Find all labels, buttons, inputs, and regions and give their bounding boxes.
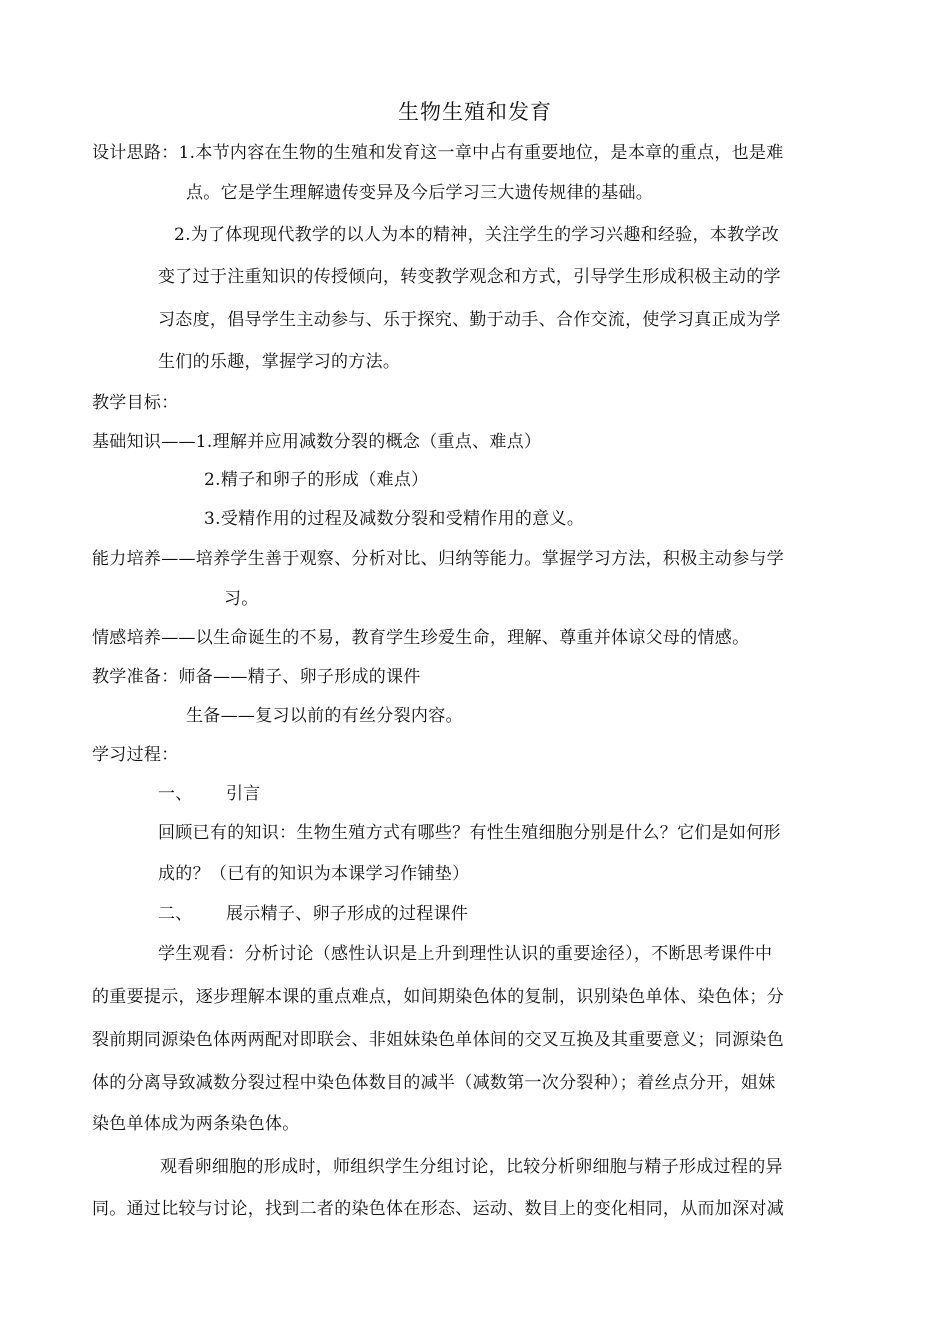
section-1-number: 一、 — [158, 784, 193, 804]
section-2-number: 二、 — [158, 904, 193, 924]
prep-teacher: 教学准备：师备——精子、卵子形成的课件 — [92, 667, 421, 687]
section-1-line-1: 回顾已有的知识：生物生殖方式有哪些？有性生殖细胞分别是什么？它们是如何形 — [158, 823, 781, 843]
paragraph-1-line-4: 体的分离导致减数分裂过程中染色体数目的减半（减数第一次分裂种）；着丝点分开，姐妹 — [92, 1073, 776, 1093]
section-2-title: 展示精子、卵子形成的过程课件 — [226, 904, 469, 924]
goal-emotion: 情感培养——以生命诞生的不易，教育学生珍爱生命，理解、尊重并体谅父母的情感。 — [92, 628, 750, 648]
paragraph-1-line-1: 学生观看：分析讨论（感性认识是上升到理性认识的重要途径），不断思考课件中 — [158, 944, 773, 964]
paragraph-1-line-5: 染色单体成为两条染色体。 — [92, 1114, 300, 1134]
paragraph-2-line-2: 同。通过比较与讨论，找到二者的染色体在形态、运动、数目上的变化相同，从而加深对减 — [92, 1199, 784, 1219]
goal-basic-2: 2.精子和卵子的形成（难点） — [204, 470, 429, 490]
page-title: 生物生殖和发育 — [398, 100, 552, 124]
design-line-2: 点。它是学生理解遗传变异及今后学习三大遗传规律的基础。 — [186, 183, 654, 203]
design-line-6: 生们的乐趣，掌握学习的方法。 — [158, 352, 401, 372]
design-line-5: 习态度，倡导学生主动参与、乐于探究、勤于动手、合作交流，使学习真正成为学 — [158, 310, 781, 330]
section-1-title: 引言 — [226, 784, 261, 804]
goal-ability-2: 习。 — [224, 589, 259, 609]
paragraph-2-line-1: 观看卵细胞的形成时，师组织学生分组讨论，比较分析卵细胞与精子形成过程的异 — [160, 1157, 783, 1177]
goal-basic-3: 3.受精作用的过程及减数分裂和受精作用的意义。 — [204, 509, 585, 529]
section-1-line-2: 成的？（已有的知识为本课学习作铺垫） — [158, 864, 470, 884]
goals-heading: 教学目标： — [92, 393, 179, 413]
design-line-3: 2.为了体现现代教学的以人为本的精神，关注学生的学习兴趣和经验，本教学改 — [174, 225, 780, 245]
goal-basic-1: 基础知识——1.理解并应用减数分裂的概念（重点、难点） — [92, 432, 542, 452]
paragraph-1-line-2: 的重要提示，逐步理解本课的重点难点，如间期染色体的复制，识别染色单体、染色体；分 — [92, 987, 784, 1007]
process-heading: 学习过程： — [92, 745, 179, 765]
prep-student: 生备——复习以前的有丝分裂内容。 — [186, 706, 463, 726]
design-line-4: 变了过于注重知识的传授倾向，转变教学观念和方式，引导学生形成积极主动的学 — [158, 267, 781, 287]
paragraph-1-line-3: 裂前期同源染色体两两配对即联会、非姐妹染色单体间的交叉互换及其重要意义；同源染色 — [92, 1030, 784, 1050]
goal-ability-1: 能力培养——培养学生善于观察、分析对比、归纳等能力。掌握学习方法，积极主动参与学 — [92, 549, 784, 569]
design-line-1: 设计思路：1.本节内容在生物的生殖和发育这一章中占有重要地位，是本章的重点，也是难 — [92, 143, 784, 163]
